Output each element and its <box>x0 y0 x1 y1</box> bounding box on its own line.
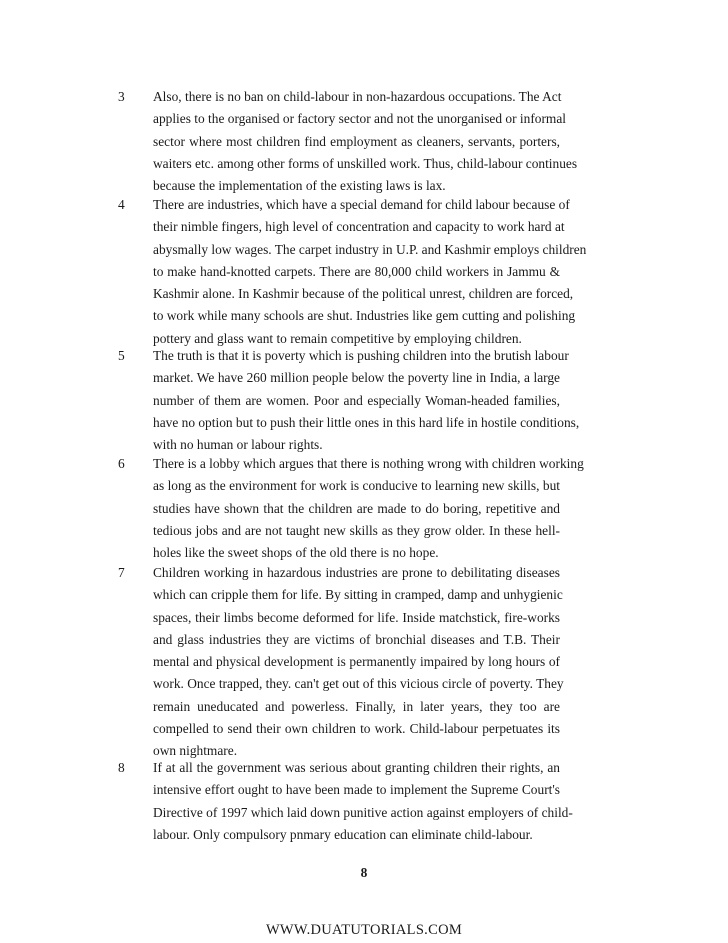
text-line: to work while many schools are shut. Industries like gem cutting and polishing <box>153 308 576 324</box>
text-line: If at all the government was serious about granting children their rights, an <box>153 760 560 775</box>
page-number: 8 <box>360 865 368 880</box>
text-line: Kashmir alone. In Kashmir because of the political unrest, children are forced, <box>153 286 574 302</box>
text-line: because the implementation of the existing laws is lax. <box>153 178 446 194</box>
text-line: tedious jobs and are not taught new skills as they grow older. In these hell- <box>153 522 560 538</box>
paragraph-number: 5 <box>118 348 125 363</box>
text-line: have no option but to push their little ones in this hard life in hostile conditions, <box>153 414 580 430</box>
text-line: work. Once trapped, they. can't get out of this vicious circle of poverty. They <box>153 676 564 692</box>
text-line: There are industries, which have a special demand for child labour because of <box>153 197 570 212</box>
text-line: pottery and glass want to remain competitive by employing children. <box>153 330 522 346</box>
text-line: to make hand-knotted carpets. There are 80,000 child workers in Jammu & <box>153 263 560 279</box>
text-line: applies to the organised or factory sector and not the unorganised or informal <box>153 111 567 127</box>
text-line: mental and physical development is permanently impaired by long hours of <box>153 654 560 670</box>
text-line: with no human or labour rights. <box>153 437 323 453</box>
paragraph-text <box>153 453 584 564</box>
paragraph-number: 8 <box>118 760 125 775</box>
paragraph-text <box>153 757 573 846</box>
text-line: abysmally low wages. The carpet industry in U.P. and Kashmir employs children <box>153 241 587 257</box>
text-line: Children working in hazardous industries are prone to debilitating diseases <box>153 565 560 580</box>
text-line: The truth is that it is poverty which is pushing children into the brutish labour <box>153 348 569 363</box>
text-line: holes like the sweet shops of the old there is no hope. <box>153 545 439 561</box>
text-line: Also, there is no ban on child-labour in non-hazardous occupations. The Act <box>153 89 562 104</box>
text-line: remain uneducated and powerless. Finally, in later years, they too are <box>153 698 560 714</box>
paragraph-number: 7 <box>118 565 125 580</box>
text-line: market. We have 260 million people below the poverty line in India, a large <box>153 370 560 386</box>
text-line: waiters etc. among other forms of unskilled work. Thus, child-labour continues <box>153 155 578 171</box>
website-footer: WWW.DUATUTORIALS.COM <box>265 922 463 938</box>
paragraph-number: 6 <box>118 456 125 471</box>
paragraph-number: 3 <box>118 89 125 104</box>
text-line: compelled to send their own children to work. Child-labour perpetuates its <box>153 721 560 737</box>
paragraph-text <box>153 194 587 350</box>
text-line: There is a lobby which argues that there is nothing wrong with children working <box>153 456 584 471</box>
paragraph-text <box>153 562 564 763</box>
text-line: studies have shown that the children are made to do boring, repetitive and <box>153 500 560 516</box>
text-line: and glass industries they are victims of bronchial diseases and T.B. Their <box>153 631 560 647</box>
paragraph-text <box>153 86 578 197</box>
text-line: sector where most children find employment as cleaners, servants, porters, <box>153 133 560 149</box>
text-line: own nightmare. <box>153 743 238 759</box>
text-line: as long as the environment for work is conducive to learning new skills, but <box>153 478 560 494</box>
text-line: their nimble fingers, high level of concentration and capacity to work hard at <box>153 219 565 235</box>
text-line: intensive effort ought to have been made to implement the Supreme Court's <box>153 782 560 798</box>
text-line: labour. Only compulsory pnmary education can eliminate child-labour. <box>153 826 533 842</box>
text-line: which can cripple them for life. By sitting in cramped, damp and unhygienic <box>153 587 563 603</box>
paragraph-number: 4 <box>118 197 125 212</box>
text-line: Directive of 1997 which laid down punitive action against employers of child- <box>153 804 573 820</box>
paragraph-text <box>153 345 580 456</box>
text-line: number of them are women. Poor and especially Woman-headed families, <box>153 392 560 408</box>
text-line: spaces, their limbs become deformed for life. Inside matchstick, fire-works <box>153 609 560 625</box>
